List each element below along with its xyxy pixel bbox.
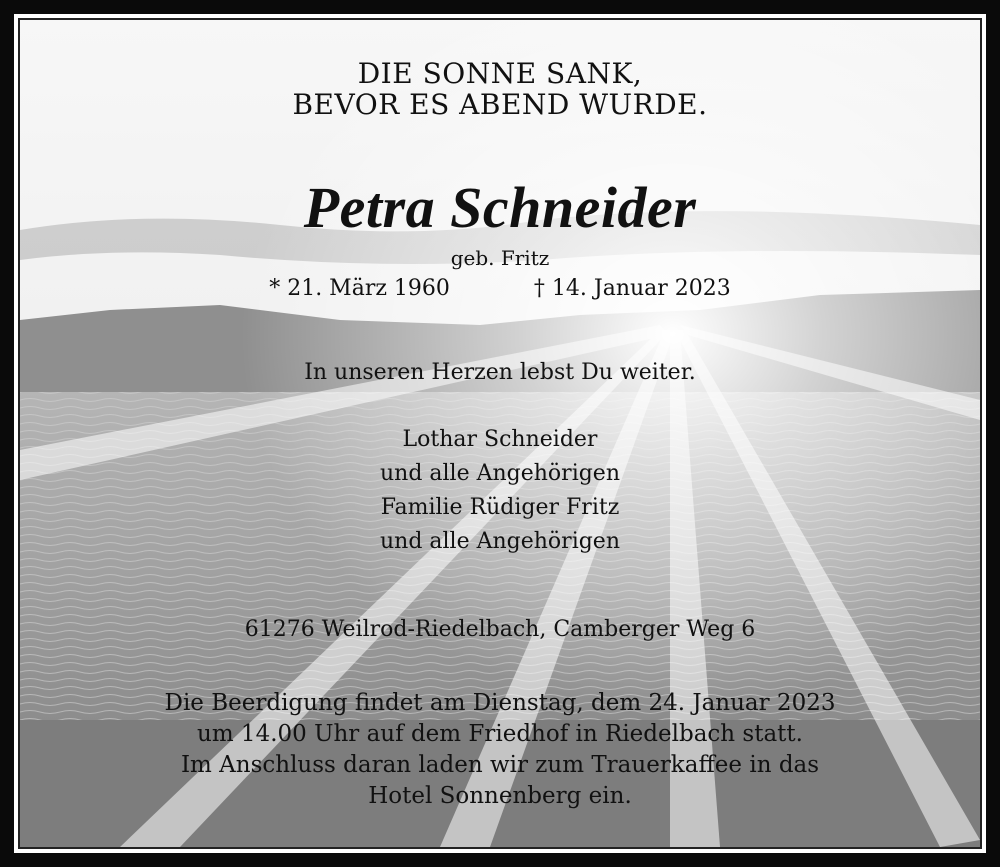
death-date: † 14. Januar 2023: [533, 276, 731, 301]
motto-line-1: DIE SONNE SANK,: [357, 57, 643, 90]
memorial-quote: In unseren Herzen lebst Du weiter.: [304, 360, 696, 385]
birth-name: geb. Fritz: [450, 246, 550, 270]
mourners-list: [20, 423, 980, 559]
funeral-line: um 14.00 Uhr auf dem Friedhof in Riedelbach statt.: [197, 721, 803, 747]
motto: [20, 58, 980, 120]
motto-line-2: BEVOR ES ABEND WURDE.: [292, 88, 708, 121]
birth-date: * 21. März 1960: [269, 276, 450, 301]
mourner-line: Familie Rüdiger Fritz: [380, 495, 620, 520]
mourner-line: Lothar Schneider: [402, 427, 598, 452]
mourner-line: und alle Angehörigen: [379, 529, 620, 554]
address: 61276 Weilrod-Riedelbach, Camberger Weg 6: [244, 617, 756, 642]
deceased-name: Petra Schneider: [303, 175, 697, 240]
funeral-line: Im Anschluss daran laden wir zum Trauerkaffee in das: [180, 752, 820, 778]
notice-panel: [18, 18, 982, 849]
funeral-line: Hotel Sonnenberg ein.: [368, 783, 632, 809]
life-dates: [20, 276, 980, 302]
mourner-line: und alle Angehörigen: [379, 461, 620, 486]
funeral-info: [20, 688, 980, 812]
funeral-line: Die Beerdigung findet am Dienstag, dem 24. Januar 2023: [164, 690, 836, 716]
